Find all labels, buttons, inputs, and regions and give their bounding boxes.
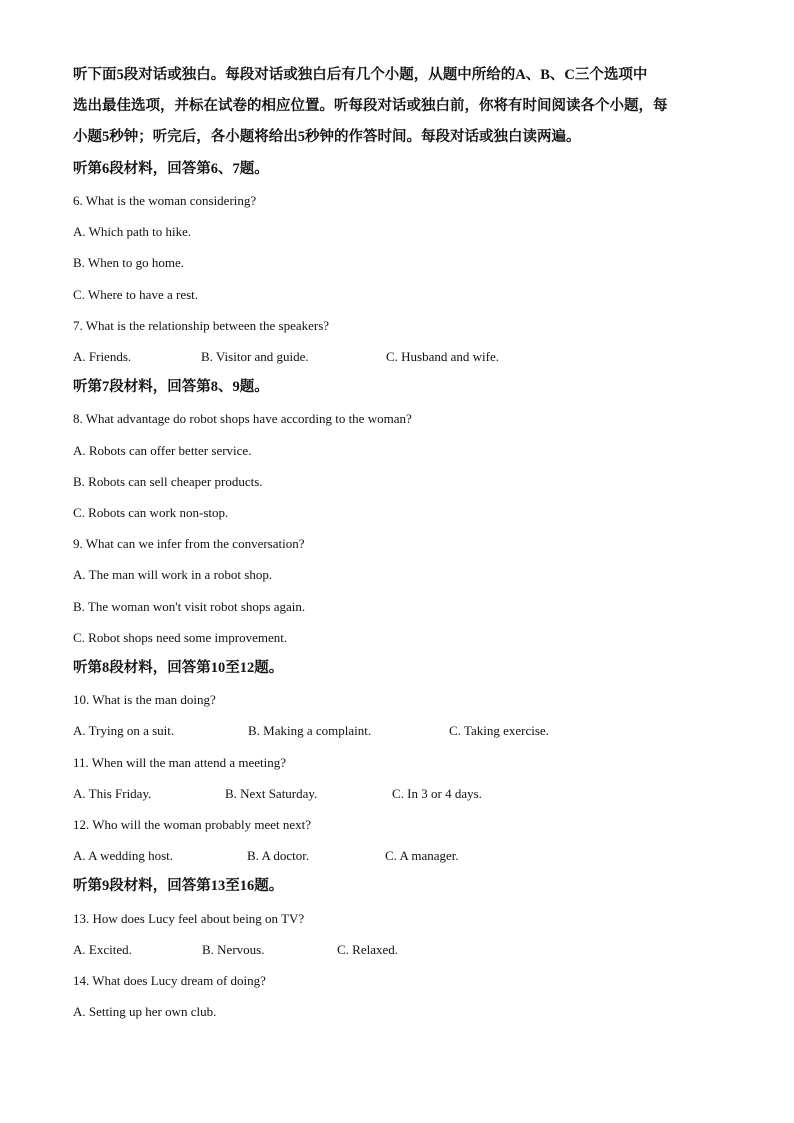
option-a: A. A wedding host.: [73, 848, 174, 863]
question-stem: 12. Who will the woman probably meet next?: [73, 817, 312, 832]
instructions-line-2: 选出最佳选项，并标在试卷的相应位置。听每段对话或独白前，你将有时间阅读各个小题，每: [73, 98, 668, 114]
section-heading: 听第7段材料，回答第8、9题。: [73, 379, 269, 395]
option-c: C. A manager.: [385, 848, 459, 863]
option-a: A. Trying on a suit.: [73, 723, 175, 738]
option-b: B. Next Saturday.: [225, 786, 318, 801]
question-stem: 11. When will the man attend a meeting?: [73, 755, 286, 770]
option-c: C. Husband and wife.: [386, 349, 500, 364]
option-a: A. Friends.: [73, 349, 132, 364]
question-stem: 7. What is the relationship between the speakers?: [73, 318, 330, 333]
option-c: C. Robot shops need some improvement.: [73, 630, 288, 645]
section-heading: 听第8段材料，回答第10至12题。: [73, 660, 284, 676]
option-a: A. Excited.: [73, 942, 132, 957]
option-c: C. Robots can work non-stop.: [73, 505, 229, 520]
question-stem: 8. What advantage do robot shops have according to the woman?: [73, 411, 412, 426]
option-a: A. The man will work in a robot shop.: [73, 567, 273, 582]
section-heading: 听第6段材料，回答第6、7题。: [73, 161, 269, 177]
option-b: B. A doctor.: [247, 848, 310, 863]
option-b: B. When to go home.: [73, 255, 184, 270]
option-a: A. Setting up her own club.: [73, 1004, 217, 1019]
option-c: C. In 3 or 4 days.: [392, 786, 482, 801]
option-b: B. Robots can sell cheaper products.: [73, 474, 263, 489]
option-b: B. Nervous.: [202, 942, 265, 957]
question-stem: 14. What does Lucy dream of doing?: [73, 973, 266, 988]
instructions-line-1: 听下面5段对话或独白。每段对话或独白后有几个小题，从题中所给的A、B、C三个选项中: [73, 67, 648, 83]
option-b: B. The woman won't visit robot shops again.: [73, 599, 306, 614]
question-stem: 13. How does Lucy feel about being on TV?: [73, 911, 305, 926]
option-a: A. This Friday.: [73, 786, 152, 801]
option-c: C. Relaxed.: [337, 942, 399, 957]
instructions-line-3: 小题5秒钟；听完后，各小题将给出5秒钟的作答时间。每段对话或独白读两遍。: [73, 129, 581, 145]
option-c: C. Where to have a rest.: [73, 287, 199, 302]
question-stem: 10. What is the man doing?: [73, 692, 216, 707]
option-b: B. Visitor and guide.: [201, 349, 309, 364]
question-stem: 6. What is the woman considering?: [73, 193, 257, 208]
question-stem: 9. What can we infer from the conversation?: [73, 536, 305, 551]
option-c: C. Taking exercise.: [449, 723, 549, 738]
section-heading: 听第9段材料，回答第13至16题。: [73, 878, 284, 894]
option-b: B. Making a complaint.: [248, 723, 372, 738]
option-a: A. Robots can offer better service.: [73, 443, 252, 458]
option-a: A. Which path to hike.: [73, 224, 192, 239]
